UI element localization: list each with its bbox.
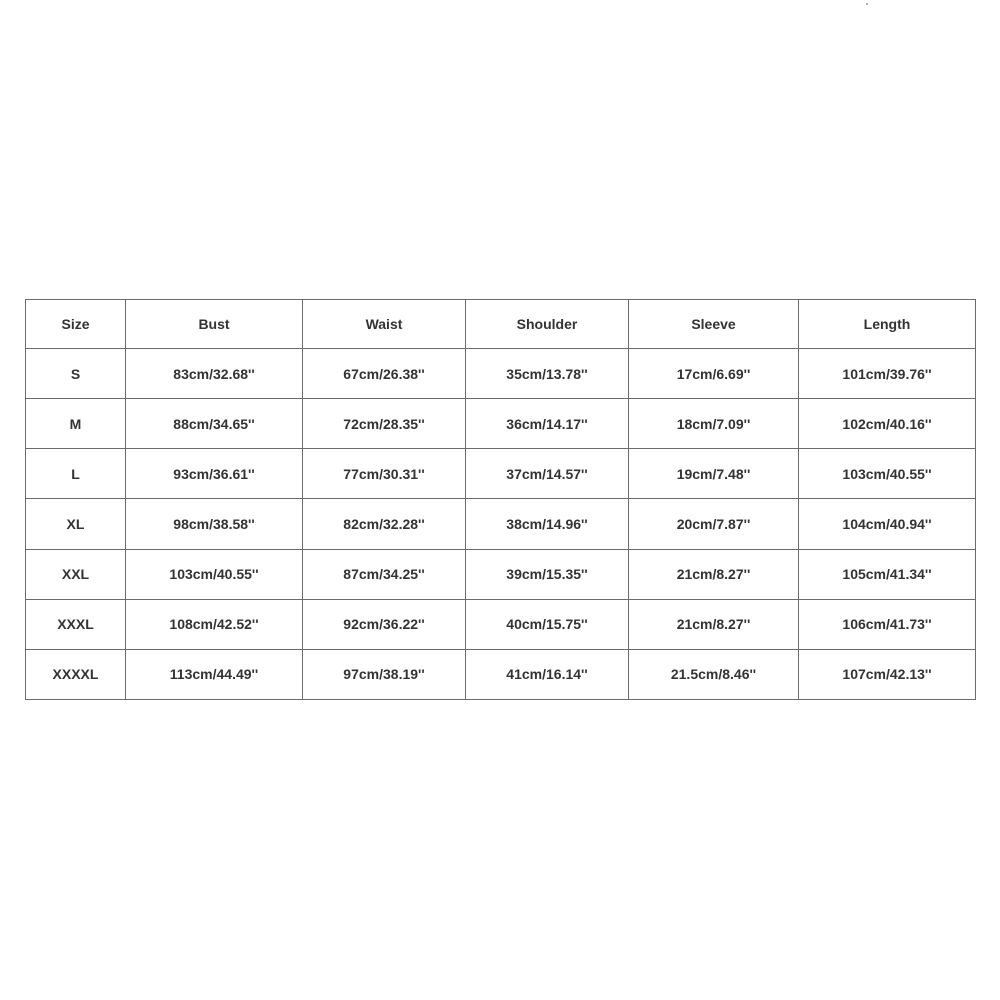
- cell-length: 104cm/40.94'': [799, 499, 976, 549]
- header-waist: Waist: [303, 300, 466, 349]
- cell-length: 107cm/42.13'': [799, 649, 976, 699]
- header-size: Size: [26, 300, 126, 349]
- cell-bust: 108cm/42.52'': [126, 599, 303, 649]
- table-row: [26, 449, 976, 499]
- cell-waist: 92cm/36.22'': [303, 599, 466, 649]
- table-row: [26, 599, 976, 649]
- cell-shoulder: 38cm/14.96'': [466, 499, 629, 549]
- cell-shoulder: 39cm/15.35'': [466, 549, 629, 599]
- cell-shoulder: 37cm/14.57'': [466, 449, 629, 499]
- cell-size: XL: [26, 499, 126, 549]
- table-row: [26, 649, 976, 699]
- cell-sleeve: 21cm/8.27'': [629, 599, 799, 649]
- cell-length: 102cm/40.16'': [799, 399, 976, 449]
- header-bust: Bust: [126, 300, 303, 349]
- cell-waist: 82cm/32.28'': [303, 499, 466, 549]
- cell-sleeve: 21.5cm/8.46'': [629, 649, 799, 699]
- cell-bust: 113cm/44.49'': [126, 649, 303, 699]
- cell-bust: 98cm/38.58'': [126, 499, 303, 549]
- cell-shoulder: 36cm/14.17'': [466, 399, 629, 449]
- cell-length: 103cm/40.55'': [799, 449, 976, 499]
- table-row: [26, 499, 976, 549]
- cell-length: 106cm/41.73'': [799, 599, 976, 649]
- cell-sleeve: 18cm/7.09'': [629, 399, 799, 449]
- table-row: [26, 349, 976, 399]
- cell-sleeve: 19cm/7.48'': [629, 449, 799, 499]
- cell-size: M: [26, 399, 126, 449]
- stray-speck: [866, 3, 868, 5]
- header-shoulder: Shoulder: [466, 300, 629, 349]
- cell-shoulder: 40cm/15.75'': [466, 599, 629, 649]
- header-sleeve: Sleeve: [629, 300, 799, 349]
- header-row: [26, 300, 976, 349]
- cell-size: XXXXL: [26, 649, 126, 699]
- cell-waist: 72cm/28.35'': [303, 399, 466, 449]
- cell-waist: 77cm/30.31'': [303, 449, 466, 499]
- cell-length: 101cm/39.76'': [799, 349, 976, 399]
- header-length: Length: [799, 300, 976, 349]
- table-row: [26, 399, 976, 449]
- cell-waist: 87cm/34.25'': [303, 549, 466, 599]
- cell-waist: 97cm/38.19'': [303, 649, 466, 699]
- cell-shoulder: 35cm/13.78'': [466, 349, 629, 399]
- cell-size: L: [26, 449, 126, 499]
- cell-bust: 83cm/32.68'': [126, 349, 303, 399]
- cell-size: XXL: [26, 549, 126, 599]
- cell-length: 105cm/41.34'': [799, 549, 976, 599]
- cell-sleeve: 21cm/8.27'': [629, 549, 799, 599]
- cell-bust: 88cm/34.65'': [126, 399, 303, 449]
- size-chart-table: [25, 299, 976, 700]
- cell-bust: 103cm/40.55'': [126, 549, 303, 599]
- cell-shoulder: 41cm/16.14'': [466, 649, 629, 699]
- cell-sleeve: 17cm/6.69'': [629, 349, 799, 399]
- cell-size: S: [26, 349, 126, 399]
- table-row: [26, 549, 976, 599]
- cell-waist: 67cm/26.38'': [303, 349, 466, 399]
- cell-bust: 93cm/36.61'': [126, 449, 303, 499]
- cell-size: XXXL: [26, 599, 126, 649]
- cell-sleeve: 20cm/7.87'': [629, 499, 799, 549]
